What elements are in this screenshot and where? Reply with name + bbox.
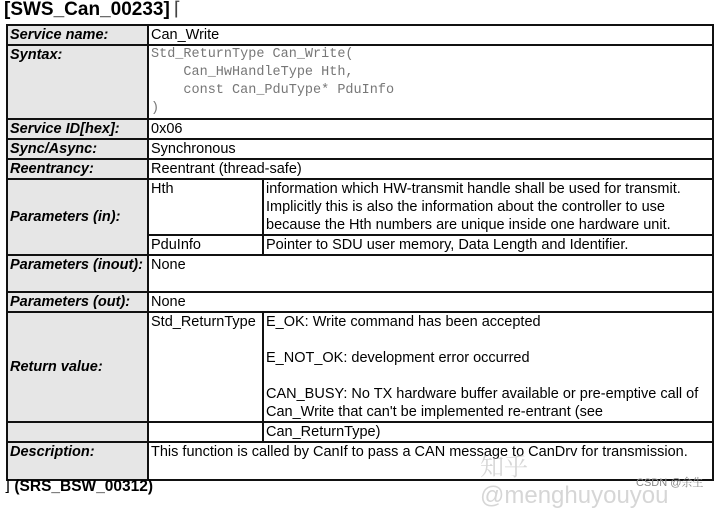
return-desc xyxy=(263,312,713,422)
row-return-value xyxy=(7,312,713,422)
srs-reference: (SRS_BSW_00312) xyxy=(14,478,154,495)
return-type-empty xyxy=(148,422,263,442)
return-continuation: Can_ReturnType) xyxy=(263,422,713,442)
label-params-in: Parameters (in): xyxy=(7,179,148,255)
row-service-name xyxy=(7,25,713,45)
value-reentrancy: Reentrant (thread-safe) xyxy=(148,159,713,179)
value-service-id: 0x06 xyxy=(148,119,713,139)
label-params-out: Parameters (out): xyxy=(7,292,148,312)
value-params-inout: None xyxy=(148,255,713,292)
value-syntax xyxy=(148,45,713,119)
label-reentrancy: Reentrancy: xyxy=(7,159,148,179)
syntax-line: Can_HwHandleType Hth, xyxy=(151,65,354,80)
label-description: Description: xyxy=(7,442,148,480)
row-params-out xyxy=(7,292,713,312)
row-reentrancy xyxy=(7,159,713,179)
param-desc: Pointer to SDU user memory, Data Length and Identifier. xyxy=(263,235,713,255)
requirement-id: [SWS_Can_00233] xyxy=(4,0,170,20)
csdn-watermark: CSDN @余生 xyxy=(636,477,704,489)
label-service-id: Service ID[hex]: xyxy=(7,119,148,139)
row-sync xyxy=(7,139,713,159)
return-line-ok: E_OK: Write command has been accepted xyxy=(266,314,541,330)
label-return-value: Return value: xyxy=(7,312,148,422)
requirement-heading xyxy=(4,0,181,21)
value-description: This function is called by CanIf to pass a CAN message to CanDrv for transmission. xyxy=(148,442,713,480)
label-service-name: Service name: xyxy=(7,25,148,45)
return-line-not-ok: E_NOT_OK: development error occurred xyxy=(266,350,530,366)
value-sync: Synchronous xyxy=(148,139,713,159)
param-name: PduInfo xyxy=(148,235,263,255)
requirement-footer xyxy=(4,477,153,496)
api-spec-table xyxy=(6,24,714,481)
zhihu-watermark: 知乎 @menghuyouyou xyxy=(480,454,669,509)
param-name: Hth xyxy=(148,179,263,235)
row-syntax xyxy=(7,45,713,119)
syntax-line: const Can_PduType* PduInfo xyxy=(151,83,395,98)
label-sync: Sync/Async: xyxy=(7,139,148,159)
row-service-id xyxy=(7,119,713,139)
param-desc: information which HW-transmit handle shall be used for transmit. Implicitly this is also the information about the controller to use because the Hth numbers are unique inside one hardware unit. xyxy=(263,179,713,235)
label-syntax: Syntax: xyxy=(7,45,148,119)
label-empty xyxy=(7,422,148,442)
row-params-inout xyxy=(7,255,713,292)
return-line-busy: CAN_BUSY: No TX hardware buffer available or pre-emptive call of Can_Write that can't be implemented re-entrant (see xyxy=(266,386,699,420)
syntax-line: ) xyxy=(151,101,160,116)
row-description xyxy=(7,442,713,480)
close-bracket: ⌋ xyxy=(4,478,11,495)
return-type: Std_ReturnType xyxy=(148,312,263,422)
value-service-name: Can_Write xyxy=(148,25,713,45)
row-return-continuation xyxy=(7,422,713,442)
open-bracket: ⌈ xyxy=(173,0,182,20)
value-params-out: None xyxy=(148,292,713,312)
label-params-inout: Parameters (inout): xyxy=(7,255,148,292)
syntax-line: Std_ReturnType Can_Write( xyxy=(151,47,354,62)
row-params-in-hth xyxy=(7,179,713,235)
